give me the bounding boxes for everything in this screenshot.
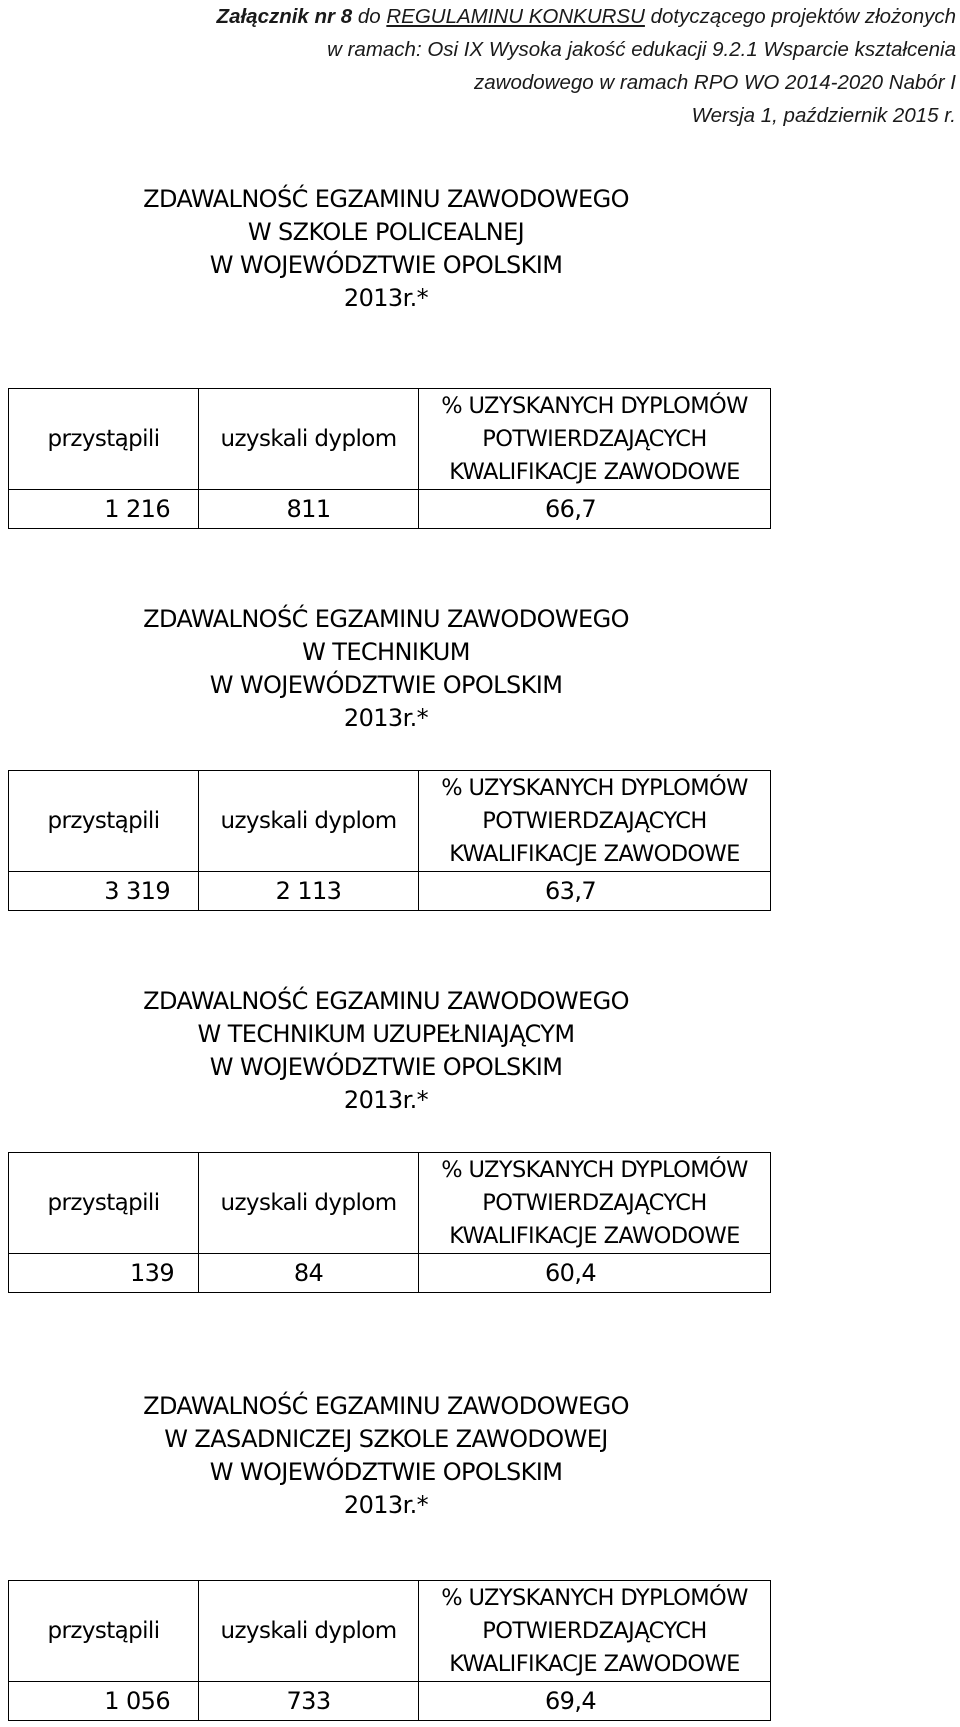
results-table	[8, 1152, 771, 1293]
title-line: ZDAWALNOŚĆ EGZAMINU ZAWODOWEGO	[143, 185, 629, 213]
header-line: % UZYSKANYCH DYPLOMÓW	[441, 774, 748, 801]
header-percent	[419, 389, 771, 490]
value-percent: 66,7	[419, 490, 771, 529]
value-diplomas: 811	[199, 490, 419, 529]
header-line-3: zawodowego w ramach RPO WO 2014-2020 Nabór I	[474, 71, 956, 94]
value-percent: 63,7	[419, 872, 771, 911]
value-diplomas: 733	[199, 1682, 419, 1721]
section-title	[96, 603, 676, 735]
header-line-2: w ramach: Osi IX Wysoka jakość edukacji 9.2.1 Wsparcie kształcenia	[327, 38, 956, 61]
title-line: 2013r.*	[343, 1491, 429, 1519]
header-diplomas: uzyskali dyplom	[199, 1153, 419, 1254]
document-header	[126, 0, 956, 132]
header-line-1	[126, 0, 956, 33]
value-diplomas: 2 113	[199, 872, 419, 911]
value-diplomas: 84	[199, 1254, 419, 1293]
header-percent	[419, 1153, 771, 1254]
regulation-link[interactable]: REGULAMINU KONKURSU	[386, 5, 645, 28]
header-line-4: Wersja 1, październik 2015 r.	[691, 104, 956, 127]
section-title	[96, 183, 676, 315]
title-line: ZDAWALNOŚĆ EGZAMINU ZAWODOWEGO	[143, 987, 629, 1015]
table-row	[9, 490, 771, 529]
header-line: KWALIFIKACJE ZAWODOWE	[449, 1222, 740, 1249]
results-table	[8, 1580, 771, 1721]
results-table	[8, 388, 771, 529]
table-header-row	[9, 771, 771, 872]
header-line: % UZYSKANYCH DYPLOMÓW	[441, 392, 748, 419]
header-text: dotyczącego projektów złożonych	[644, 5, 956, 28]
value-percent: 69,4	[419, 1682, 771, 1721]
title-line: 2013r.*	[343, 1086, 429, 1114]
header-line: KWALIFIKACJE ZAWODOWE	[449, 840, 740, 867]
title-line: W TECHNIKUM UZUPEŁNIAJĄCYM	[197, 1020, 575, 1048]
header-diplomas: uzyskali dyplom	[199, 389, 419, 490]
header-text: do	[352, 5, 387, 28]
section-title	[96, 1390, 676, 1522]
header-line: POTWIERDZAJĄCYCH	[482, 1189, 707, 1216]
title-line: ZDAWALNOŚĆ EGZAMINU ZAWODOWEGO	[143, 1392, 629, 1420]
table-row	[9, 1682, 771, 1721]
attachment-number: Załącznik nr 8	[216, 5, 353, 28]
results-table	[8, 770, 771, 911]
header-candidates: przystąpili	[9, 389, 199, 490]
value-candidates: 3 319	[9, 872, 199, 911]
section-title	[96, 985, 676, 1117]
header-candidates: przystąpili	[9, 1581, 199, 1682]
table-header-row	[9, 389, 771, 490]
table-row	[9, 872, 771, 911]
title-line: 2013r.*	[343, 284, 429, 312]
table-header-row	[9, 1153, 771, 1254]
table-row	[9, 1254, 771, 1293]
header-diplomas: uzyskali dyplom	[199, 771, 419, 872]
title-line: W WOJEWÓDZTWIE OPOLSKIM	[209, 1053, 563, 1081]
title-line: W SZKOLE POLICEALNEJ	[247, 218, 525, 246]
value-percent: 60,4	[419, 1254, 771, 1293]
title-line: W WOJEWÓDZTWIE OPOLSKIM	[209, 671, 563, 699]
title-line: ZDAWALNOŚĆ EGZAMINU ZAWODOWEGO	[143, 605, 629, 633]
header-line: % UZYSKANYCH DYPLOMÓW	[441, 1156, 748, 1183]
title-line: W TECHNIKUM	[302, 638, 470, 666]
header-candidates: przystąpili	[9, 771, 199, 872]
title-line: 2013r.*	[343, 704, 429, 732]
header-line: KWALIFIKACJE ZAWODOWE	[449, 458, 740, 485]
header-diplomas: uzyskali dyplom	[199, 1581, 419, 1682]
header-line: POTWIERDZAJĄCYCH	[482, 1617, 707, 1644]
value-candidates: 1 056	[9, 1682, 199, 1721]
value-candidates: 139	[9, 1254, 199, 1293]
table-header-row	[9, 1581, 771, 1682]
title-line: W WOJEWÓDZTWIE OPOLSKIM	[209, 251, 563, 279]
header-line: POTWIERDZAJĄCYCH	[482, 425, 707, 452]
header-percent	[419, 771, 771, 872]
header-line: KWALIFIKACJE ZAWODOWE	[449, 1650, 740, 1677]
header-line: % UZYSKANYCH DYPLOMÓW	[441, 1584, 748, 1611]
header-candidates: przystąpili	[9, 1153, 199, 1254]
header-percent	[419, 1581, 771, 1682]
title-line: W ZASADNICZEJ SZKOLE ZAWODOWEJ	[164, 1425, 608, 1453]
header-line: POTWIERDZAJĄCYCH	[482, 807, 707, 834]
title-line: W WOJEWÓDZTWIE OPOLSKIM	[209, 1458, 563, 1486]
value-candidates: 1 216	[9, 490, 199, 529]
